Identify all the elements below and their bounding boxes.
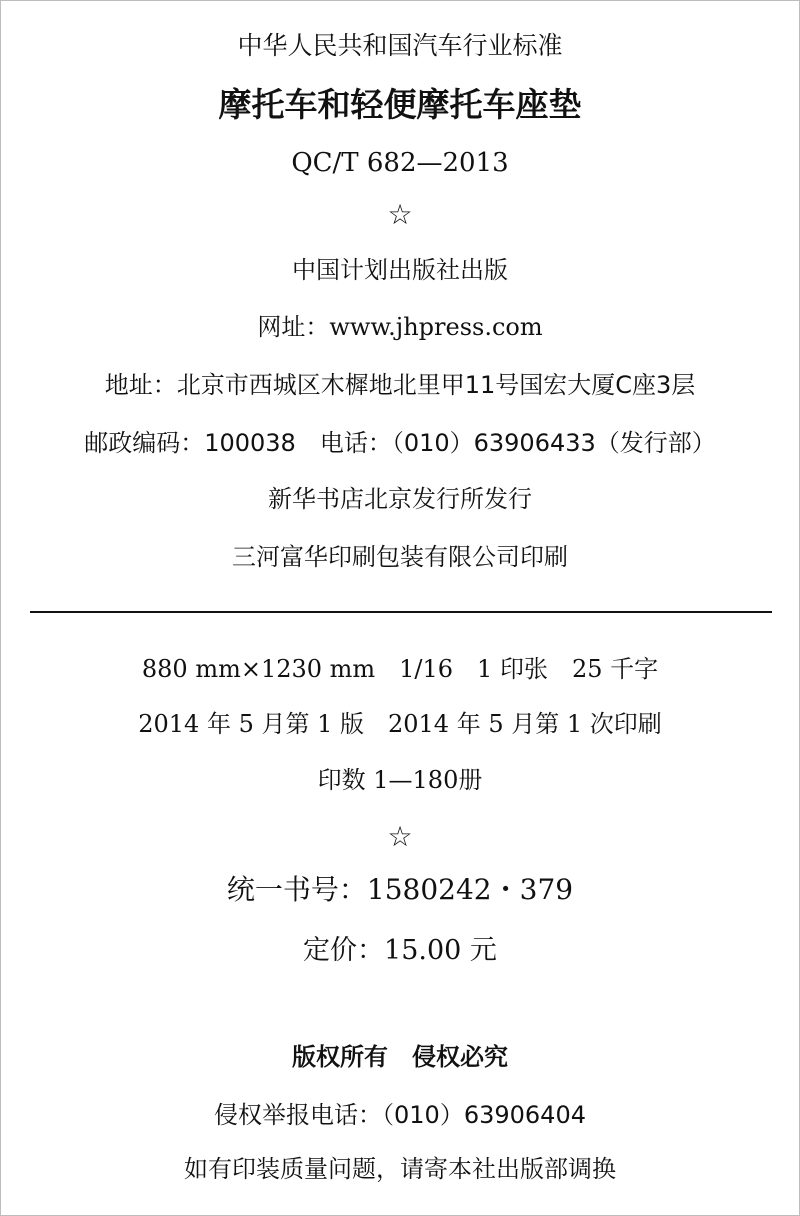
standard-code: QC/T 682—2013 bbox=[291, 148, 509, 178]
exchange-note: 如有印装质量问题，请寄本社出版部调换 bbox=[184, 1155, 616, 1183]
section-divider bbox=[30, 611, 772, 613]
document-title: 摩托车和轻便摩托车座垫 bbox=[218, 85, 582, 124]
publisher-name: 中国计划出版社出版 bbox=[292, 256, 508, 284]
book-format: 880 mm×1230 mm 1/16 1 印张 25 千字 bbox=[141, 655, 659, 683]
price: 定价：15.00 元 bbox=[303, 935, 497, 966]
distributor: 新华书店北京发行所发行 bbox=[268, 485, 532, 513]
printer: 三河富华印刷包装有限公司印刷 bbox=[232, 543, 568, 571]
edition-info: 2014 年 5 月第 1 版 2014 年 5 月第 1 次印刷 bbox=[138, 710, 662, 738]
star-divider-icon: ☆ bbox=[387, 820, 413, 853]
standard-category: 中华人民共和国汽车行业标准 bbox=[237, 31, 563, 60]
book-number: 统一书号：1580242・379 bbox=[226, 873, 574, 906]
report-hotline: 侵权举报电话：（010）63906404 bbox=[214, 1101, 586, 1129]
copyright-notice: 版权所有 侵权必究 bbox=[292, 1043, 508, 1071]
publisher-contact: 邮政编码：100038 电话：（010）63906433（发行部） bbox=[84, 429, 716, 457]
publisher-address: 地址：北京市西城区木樨地北里甲11号国宏大厦C座3层 bbox=[104, 371, 696, 399]
publisher-website: 网址：www.jhpress.com bbox=[257, 313, 543, 341]
star-divider-icon: ☆ bbox=[387, 198, 413, 231]
print-run: 印数 1—180册 bbox=[317, 766, 483, 794]
